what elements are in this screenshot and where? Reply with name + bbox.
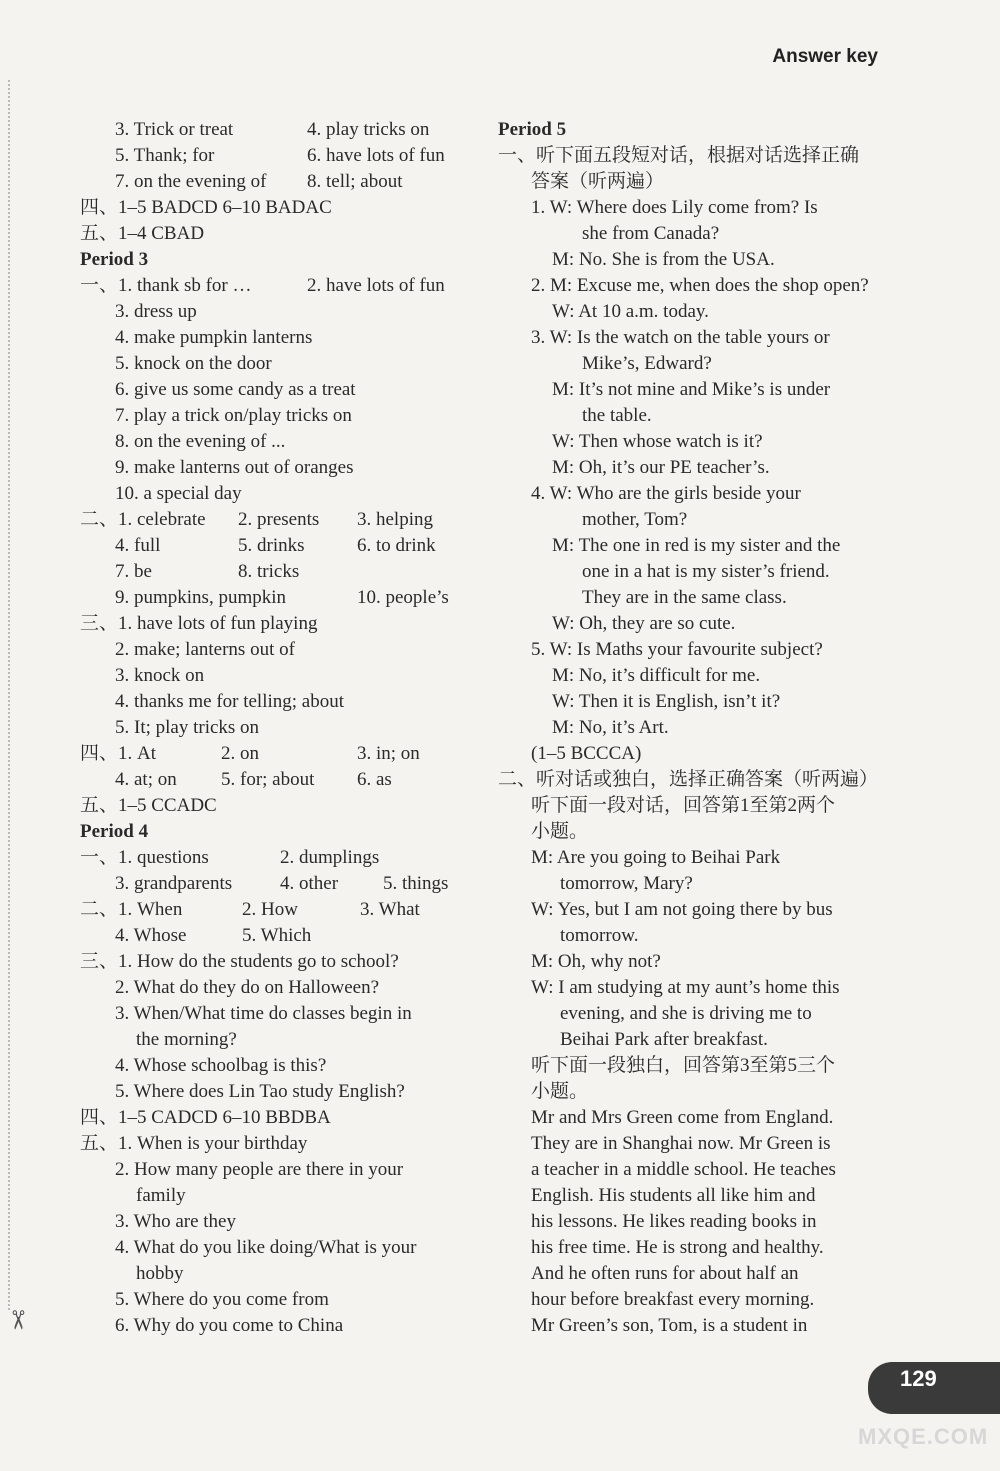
page-edge-dots [8, 80, 11, 1310]
answer-line: 五、1. When is your birthday [80, 1133, 308, 1154]
answer-line: she from Canada? [582, 223, 720, 244]
answer-line: hour before breakfast every morning. [531, 1289, 815, 1310]
answer-line: 9. pumpkins, pumpkin [115, 587, 287, 608]
answer-line: tomorrow. [560, 925, 639, 946]
answer-line: 4. W: Who are the girls beside your [531, 483, 801, 504]
answer-line: 2. have lots of fun [307, 275, 445, 296]
answer-line: 5. Where does Lin Tao study English? [115, 1081, 405, 1102]
answer-line: 2. M: Excuse me, when does the shop open? [531, 275, 869, 296]
answer-line: 3. Trick or treat [115, 119, 234, 140]
answer-line: 2. How [242, 899, 298, 920]
answer-line: 小题。 [531, 1081, 589, 1102]
answer-line: family [136, 1185, 186, 1206]
answer-line: 五、1–5 CCADC [80, 795, 217, 816]
answer-line: 小题。 [531, 821, 589, 842]
answer-line: M: Oh, it’s our PE teacher’s. [552, 457, 770, 478]
answer-line: 6. to drink [357, 535, 436, 556]
answer-line: 3. knock on [115, 665, 205, 686]
answer-line: 五、1–4 CBAD [80, 223, 205, 244]
section-title-period-5: Period 5 [498, 119, 567, 140]
answer-line: 听下面一段对话，回答第1至第2两个 [531, 795, 836, 816]
answer-line: 3. grandparents [115, 873, 233, 894]
answer-line: 3. W: Is the watch on the table yours or [531, 327, 830, 348]
answer-line: one in a hat is my sister’s friend. [582, 561, 830, 582]
answer-line: 5. Which [242, 925, 312, 946]
answer-line: 一、听下面五段短对话，根据对话选择正确 [498, 145, 860, 166]
answer-line: 3. helping [357, 509, 433, 530]
answer-line: 三、1. have lots of fun playing [80, 613, 318, 634]
answer-line: 4. What do you like doing/What is your [115, 1237, 417, 1258]
answer-line: They are in Shanghai now. Mr Green is [531, 1133, 831, 1154]
answer-line: 2. What do they do on Halloween? [115, 977, 379, 998]
answer-line: 4. Whose [115, 925, 187, 946]
answer-line: 3. When/What time do classes begin in [115, 1003, 412, 1024]
answer-line: 4. other [280, 873, 339, 894]
answer-line: 一、1. questions [80, 847, 209, 868]
section-title-period-4: Period 4 [80, 821, 149, 842]
answer-line: 4. full [115, 535, 161, 556]
scissor-icon: ✂ [2, 1309, 32, 1331]
answer-line: 4. thanks me for telling; about [115, 691, 345, 712]
answer-line: Mr Green’s son, Tom, is a student in [531, 1315, 808, 1336]
answer-line: his free time. He is strong and healthy. [531, 1237, 824, 1258]
answer-line: M: Are you going to Beihai Park [531, 847, 781, 868]
section-title-period-3: Period 3 [80, 249, 149, 270]
answer-line: 10. a special day [115, 483, 242, 504]
answer-line: 2. make; lanterns out of [115, 639, 295, 660]
answer-line: 一、1. thank sb for … [80, 275, 252, 296]
page-header: Answer key [772, 46, 878, 67]
answer-line: 三、1. How do the students go to school? [80, 951, 399, 972]
answer-line: They are in the same class. [582, 587, 787, 608]
answer-line: 5. knock on the door [115, 353, 272, 374]
answer-line: 5. Where do you come from [115, 1289, 329, 1310]
answer-line: 8. tricks [238, 561, 300, 582]
answer-line: Mike’s, Edward? [582, 353, 712, 374]
answer-line: 10. people’s [357, 587, 449, 608]
answer-line: 2. on [221, 743, 259, 764]
answer-line: W: At 10 a.m. today. [552, 301, 709, 322]
answer-line: Mr and Mrs Green come from England. [531, 1107, 834, 1128]
answer-line: 5. drinks [238, 535, 305, 556]
answer-line: W: Then it is English, isn’t it? [552, 691, 781, 712]
page-number: 129 [900, 1366, 937, 1391]
answer-line: 6. Why do you come to China [115, 1315, 344, 1336]
answer-line: the table. [582, 405, 652, 426]
answer-line: 5. things [383, 873, 449, 894]
answer-line: 4. play tricks on [307, 119, 430, 140]
answer-line: M: Oh, why not? [531, 951, 661, 972]
answer-line: mother, Tom? [582, 509, 688, 530]
answer-line: hobby [136, 1263, 184, 1284]
answer-line: 2. dumplings [280, 847, 380, 868]
answer-line: 二、听对话或独白，选择正确答案（听两遍） [498, 769, 879, 790]
answer-line: the morning? [136, 1029, 237, 1050]
answer-line: 7. play a trick on/play tricks on [115, 405, 352, 426]
answer-line: 3. What [360, 899, 420, 920]
answer-line: W: Yes, but I am not going there by bus [531, 899, 833, 920]
answer-line: 5. W: Is Maths your favourite subject? [531, 639, 823, 660]
answer-line: 6. as [357, 769, 392, 790]
answer-line: M: No, it’s Art. [552, 717, 669, 738]
answer-line: evening, and she is driving me to [560, 1003, 812, 1024]
answer-line: 3. dress up [115, 301, 197, 322]
answer-line: his lessons. He likes reading books in [531, 1211, 817, 1232]
answer-line: 四、1–5 CADCD 6–10 BBDBA [80, 1107, 331, 1128]
answer-line: 8. on the evening of ... [115, 431, 286, 452]
answer-line: a teacher in a middle school. He teaches [531, 1159, 836, 1180]
answer-line: 4. at; on [115, 769, 177, 790]
answer-line: 5. It; play tricks on [115, 717, 260, 738]
answer-line: 四、1–5 BADCD 6–10 BADAC [80, 197, 332, 218]
answer-line: 7. on the evening of [115, 171, 267, 192]
answer-line: 5. Thank; for [115, 145, 215, 166]
answer-line: 5. for; about [221, 769, 315, 790]
answer-line: tomorrow, Mary? [560, 873, 693, 894]
answer-line: Beihai Park after breakfast. [560, 1029, 768, 1050]
answer-line: 4. make pumpkin lanterns [115, 327, 313, 348]
answer-line: 6. have lots of fun [307, 145, 445, 166]
answer-line: 听下面一段独白，回答第3至第5三个 [531, 1055, 836, 1076]
answer-line: M: No. She is from the USA. [552, 249, 775, 270]
answer-line: M: The one in red is my sister and the [552, 535, 841, 556]
answer-line: M: It’s not mine and Mike’s is under [552, 379, 831, 400]
answer-line: 二、1. celebrate [80, 509, 206, 530]
answer-line: 四、1. At [80, 743, 157, 764]
answer-line: And he often runs for about half an [531, 1263, 799, 1284]
answer-line: 1. W: Where does Lily come from? Is [531, 197, 818, 218]
answer-line: 二、1. When [80, 899, 183, 920]
answer-line: 3. in; on [357, 743, 420, 764]
answer-line: (1–5 BCCCA) [531, 743, 642, 764]
watermark: MXQE.COM [858, 1424, 989, 1449]
answer-line: W: I am studying at my aunt’s home this [531, 977, 840, 998]
answer-line: 2. How many people are there in your [115, 1159, 404, 1180]
answer-line: English. His students all like him and [531, 1185, 816, 1206]
answer-line: 3. Who are they [115, 1211, 236, 1232]
answer-line: W: Then whose watch is it? [552, 431, 763, 452]
answer-line: W: Oh, they are so cute. [552, 613, 736, 634]
answer-line: 8. tell; about [307, 171, 403, 192]
answer-line: 6. give us some candy as a treat [115, 379, 356, 400]
answer-line: 9. make lanterns out of oranges [115, 457, 354, 478]
answer-line: 答案（听两遍） [531, 171, 665, 192]
answer-line: 4. Whose schoolbag is this? [115, 1055, 327, 1076]
answer-line: M: No, it’s difficult for me. [552, 665, 761, 686]
answer-line: 7. be [115, 561, 152, 582]
answer-line: 2. presents [238, 509, 320, 530]
